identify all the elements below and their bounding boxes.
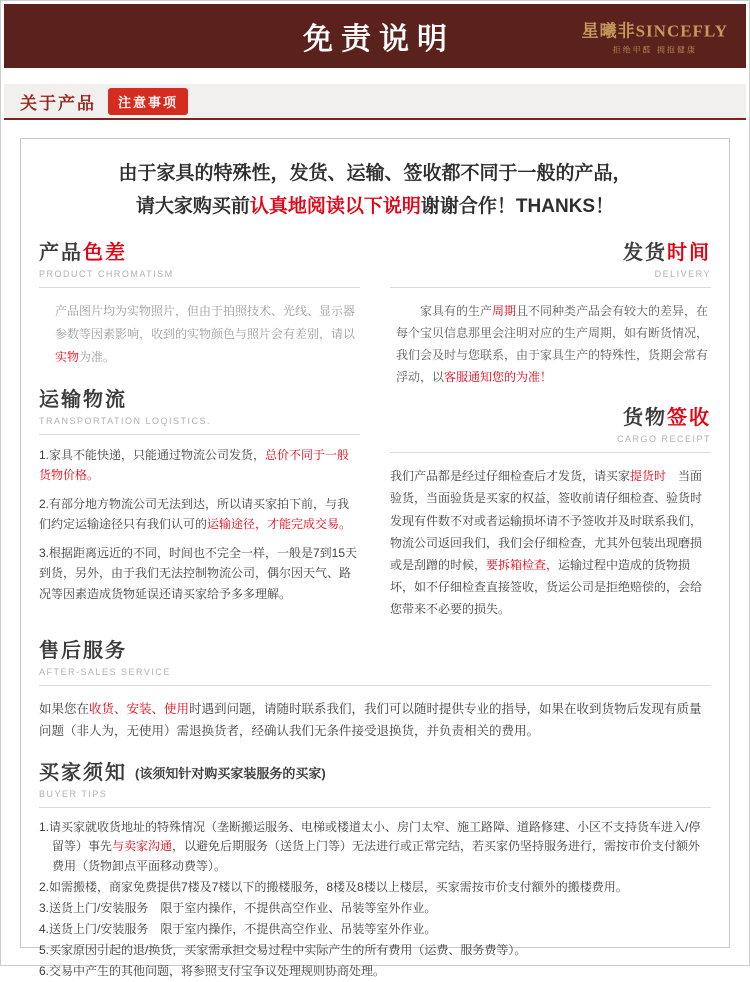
section-body: 家具有的生产周期且不同种类产品会有较大的差异，在每个宝贝信息那里会注明对应的生产周期，如有断货情况，我们会及时与您联系，由于家具生产的特殊性，货期会常有浮动，以客服通知您的为准！ <box>396 303 709 385</box>
left-column <box>39 236 360 634</box>
two-column-area <box>39 236 711 634</box>
section-heading <box>39 634 711 686</box>
notice-badge: 注意事项 <box>108 88 188 115</box>
logistics-paragraphs <box>39 445 360 604</box>
section-heading <box>39 756 711 808</box>
list-item: 2.有部分地方物流公司无法到达，所以请买家拍下前，与我们约定运输途径只有我们认可的运输途径，才能完成交易。 <box>39 496 352 532</box>
section-transportation-logistics <box>39 383 360 604</box>
list-item: 5.买家原因引起的退/换货，买家需承担交易过程中实际产生的所有费用（运费、服务费等）。 <box>39 943 527 957</box>
page-title: 免责说明 <box>303 23 455 56</box>
right-column <box>390 236 711 634</box>
buyer-tips-list <box>39 818 711 982</box>
section-body: 我们产品都是经过仔细检查后才发货，请买家提货时 当面验货，当面验货是买家的权益，签收前请仔细检查、验货时发现有件数不对或者运输损坏请不予签收并及时联系我们，物流公司返回我们，我们会仔细检查，尤其外包装出现磨损或是刮蹭的时候，要拆箱检查，运输过程中造成的货物损坏，如不仔细检查直接签收，货运公司是拒绝赔偿的，会给您带来不必要的损失。 <box>390 469 703 617</box>
section-body: 如果您在收货、安装、使用时遇到问题，请随时联系我们，我们可以随时提供专业的指导，如果在收到货物后发现有质量问题（非人为，无使用）需退换货者，经确认我们无条件接受退换货，并负责相关的费用。 <box>39 701 702 739</box>
buyer-tips-title-row <box>39 756 711 785</box>
section-subtitle: PRODUCT CHROMATISM <box>39 268 174 279</box>
list-item: 3.根据距离远近的不同，时间也不完全一样，一般是7到15天到货，另外，由于我们无法控制物流公司，偶尔因天气、路况等因素造成货物延误还请买家给予多多理解。 <box>39 546 358 601</box>
section-heading <box>39 383 360 435</box>
section-delivery <box>390 236 711 389</box>
section-subtitle: DELIVERY <box>654 268 711 279</box>
section-title: 售后服务 <box>39 639 127 662</box>
section-title: 产品色差 <box>39 241 127 264</box>
section-title: 运输物流 <box>39 388 127 411</box>
section-heading <box>39 236 360 288</box>
list-item: 2.如需搬楼，商家免费提供7楼及7楼以下的搬楼服务，8楼及8楼以上楼层，买家需按市价支付额外的搬楼费用。 <box>39 880 628 895</box>
section-product-chromatism <box>39 236 360 370</box>
intro-line-2: 请大家购买前认真地阅读以下说明谢谢合作！THANKS！ <box>135 196 615 218</box>
section-bar <box>4 84 746 120</box>
section-heading <box>390 236 711 288</box>
section-buyer-tips <box>39 756 711 982</box>
list-item: 3.送货上门/安装服务 限于室内操作，不提供高空作业、吊装等室外作业。 <box>39 901 437 916</box>
intro-line-1: 由于家具的特殊性，发货、运输、签收都不同于一般的产品， <box>118 163 632 184</box>
brand-slogan: 拒绝甲醛 拥抱健康 <box>612 45 697 55</box>
section-title: 货物签收 <box>623 407 711 430</box>
section-title: 买家须知 <box>39 761 127 784</box>
section-subtitle: TRANSPORTATION LOQISTICS. <box>39 415 212 426</box>
page-header <box>4 4 746 68</box>
about-product-label: 关于产品 <box>20 93 96 113</box>
content-box <box>20 138 730 978</box>
list-item: 6.交易中产生的其他问题，将参照支付宝争议处理规则协商处理。 <box>39 963 386 978</box>
list-item: 1.家具不能快递，只能通过物流公司发货，总价不同于一般货物价格。 <box>39 447 350 482</box>
section-title: 发货时间 <box>623 241 711 264</box>
section-heading <box>390 401 711 453</box>
buyer-tips-note: (该须知针对购买家装服务的买家) <box>135 765 326 781</box>
intro-statement <box>39 157 711 224</box>
section-subtitle: BUYER TIPS <box>39 788 108 799</box>
section-cargo-receipt <box>390 401 711 620</box>
section-after-sales <box>39 634 711 743</box>
section-subtitle: AFTER-SALES SERVICE <box>39 666 171 677</box>
list-item: 4.送货上门/安装服务 限于室内操作，不提供高空作业、吊装等室外作业。 <box>39 922 437 937</box>
brand-name: 星曦非SINCEFLY <box>581 21 728 41</box>
brand-logo <box>582 17 728 56</box>
section-subtitle: CARGO RECEIPT <box>616 434 711 445</box>
section-body: 产品图片均为实物照片，但由于拍照技术、光线、显示器参数等因素影响，收到的实物颜色与照片会有差别，请以实物为准。 <box>55 303 356 365</box>
list-item: 1.请买家就收货地址的特殊情况（垄断搬运服务、电梯或楼道太小、房门太窄、施工路障、道路修建、小区不支持货车进入/停留等）事先与卖家沟通，以避免后期服务（送货上门等）无法进行或正常完结，若买家仍坚持服务进行，需按市价支付额外费用（货物卸点平面移动费等）。 <box>39 819 701 874</box>
